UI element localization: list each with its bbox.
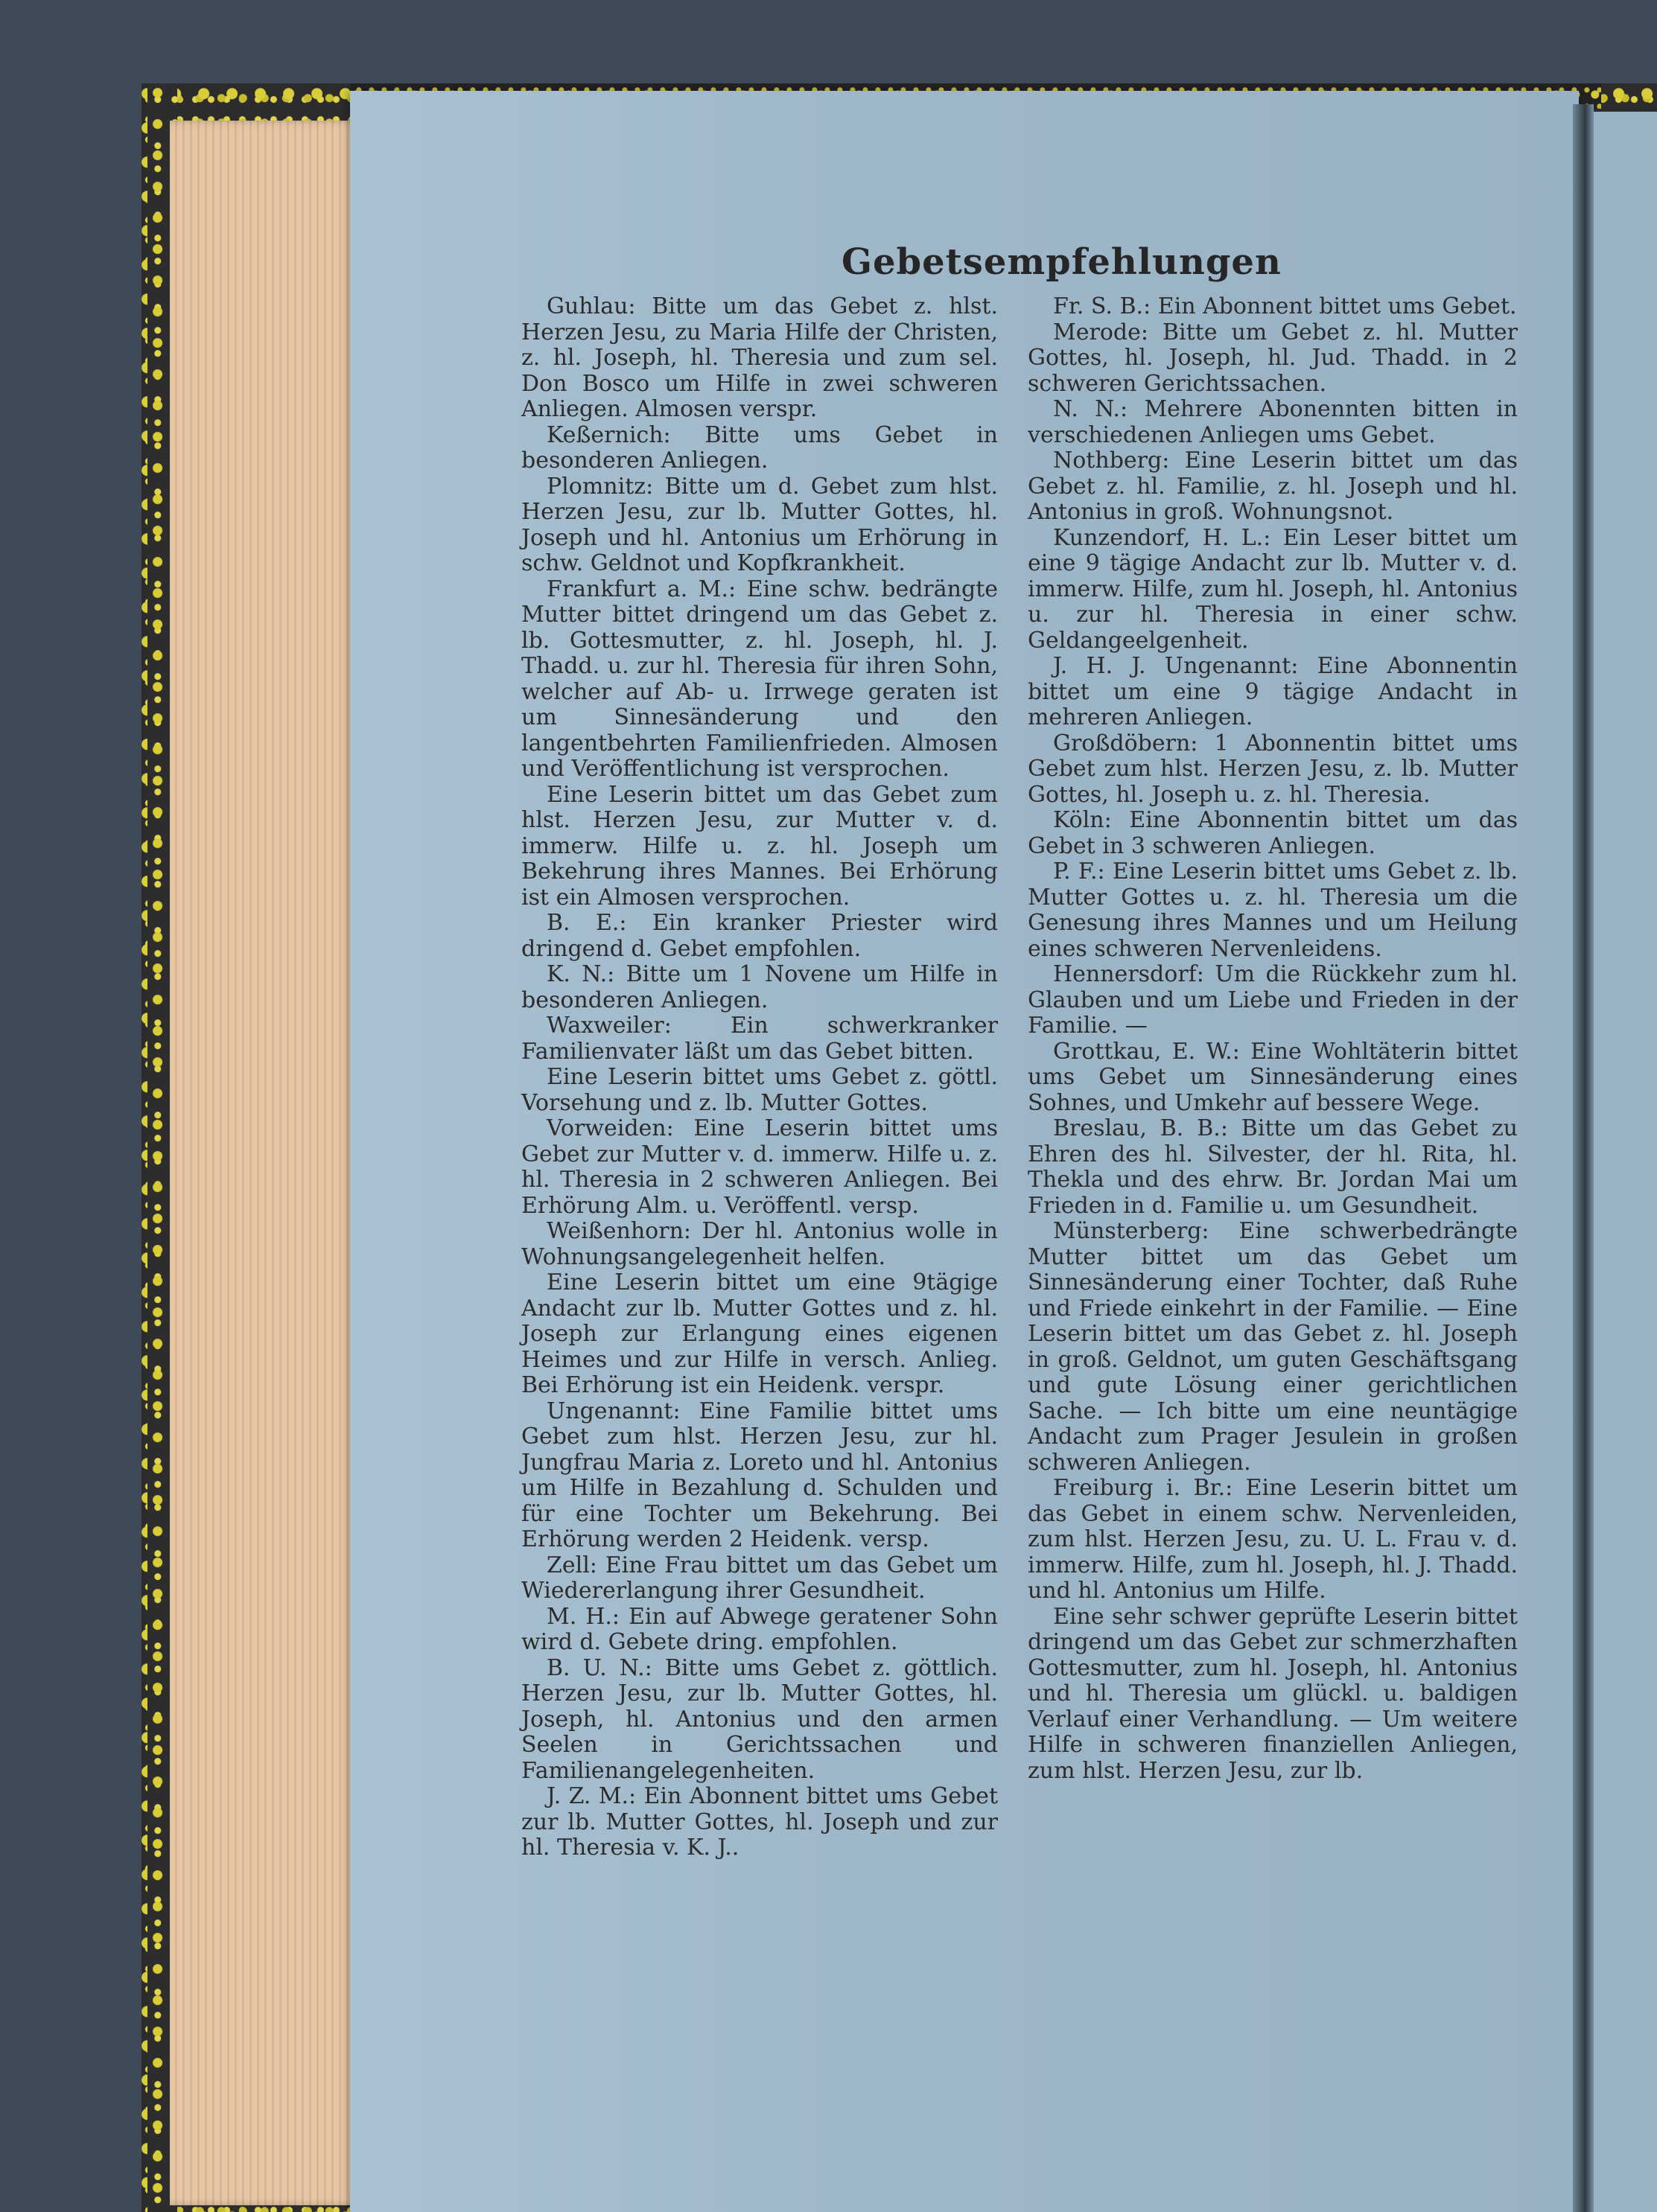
prayer-request-entry: Guhlau: Bitte um das Gebet z. hlst. Herzen Jesu, zu Maria Hilfe der Christen, z. hl. Joseph, hl. Theresia und zum sel. Don Bosco um Hilfe in zwei schweren Anliegen. Almosen verspr. xyxy=(521,293,998,422)
prayer-request-entry: M. H.: Ein auf Abwege geratener Sohn wird d. Gebete dring. empfohlen. xyxy=(521,1603,998,1655)
prayer-request-entry: J. Z. M.: Ein Abonnent bittet ums Gebet zur lb. Mutter Gottes, hl. Joseph und zur hl. Theresia v. K. J.. xyxy=(521,1783,998,1861)
prayer-request-entry: B. U. N.: Bitte ums Gebet z. göttlich. Herzen Jesu, zur lb. Mutter Gottes, hl. Joseph, hl. Antonius und den armen Seelen in Gerichtssachen und Familienangelegenheiten. xyxy=(521,1654,998,1784)
prayer-request-entry: Eine sehr schwer geprüfte Leserin bittet dringend um das Gebet zur schmerzhaften Gottesmutter, zum hl. Joseph, hl. Antonius und hl. Theresia um glückl. u. baldigen Verlauf einer Verhandlung. — Um weitere Hilfe in schweren finanziellen Anliegen, zum hlst. Herzen Jesu, zur lb. xyxy=(1028,1603,1518,1784)
prayer-request-entry: N. N.: Mehrere Abonennten bitten in verschiedenen Anliegen ums Gebet. xyxy=(1028,396,1518,448)
prayer-request-entry: Vorweiden: Eine Leserin bittet ums Gebet zur Mutter v. d. immerw. Hilfe u. z. hl. Theresia in 2 schweren Anliegen. Bei Erhörung Alm. u. Veröffentl. versp. xyxy=(521,1115,998,1219)
right-column xyxy=(1028,294,1518,1784)
prayer-request-entry: Hennersdorf: Um die Rückkehr zum hl. Glauben und um Liebe und Frieden in der Familie. — xyxy=(1028,961,1518,1039)
prayer-request-entry: Zell: Eine Frau bittet um das Gebet um Wiedererlangung ihrer Gesundheit. xyxy=(521,1552,998,1604)
prayer-request-entry: Frankfurt a. M.: Eine schw. bedrängte Mutter bittet dringend um das Gebet z. lb. Gottesmutter, z. hl. Joseph, hl. J. Thadd. u. zur hl. Theresia für ihren Sohn, welcher auf Ab- u. Irrwege geraten ist um Sinnesänderung und den langentbehrten Familienfrieden. Almosen und Veröffentlichung ist versprochen. xyxy=(521,576,998,782)
prayer-request-entry: Münsterberg: Eine schwerbedrängte Mutter bittet um das Gebet um Sinnesänderung einer Tochter, daß Ruhe und Friede einkehrt in der Familie. — Eine Leserin bittet um das Gebet z. hl. Joseph in groß. Geldnot, um guten Geschäftsgang und gute Lösung einer gerichtlichen Sache. — Ich bitte um eine neuntägige Andacht zum Prager Jesulein in großen schweren Anliegen. xyxy=(1028,1218,1518,1476)
prayer-request-entry: Eine Leserin bittet um eine 9tägige Andacht zur lb. Mutter Gottes und z. hl. Joseph zur Erlangung eines eigenen Heimes und zur Hilfe in versch. Anlieg. Bei Erhörung ist ein Heidenk. verspr. xyxy=(521,1269,998,1398)
prayer-request-entry: Kunzendorf, H. L.: Ein Leser bittet um eine 9 tägige Andacht zur lb. Mutter v. d. immerw. Hilfe, zum hl. Joseph, hl. Antonius u. zur hl. Theresia in einer schw. Geldangeelgenheit. xyxy=(1028,524,1518,654)
prayer-request-entry: Merode: Bitte um Gebet z. hl. Mutter Gottes, hl. Joseph, hl. Jud. Thadd. in 2 schweren Gerichtssachen. xyxy=(1028,319,1518,397)
prayer-request-entry: Ungenannt: Eine Familie bittet ums Gebet zum hlst. Herzen Jesu, zur hl. Jungfrau Maria z. Loreto und hl. Antonius um Hilfe in Bezahlung d. Schulden und für eine Tochter um Bekehrung. Bei Erhörung werden 2 Heidenk. versp. xyxy=(521,1397,998,1552)
prayer-request-entry: Fr. S. B.: Ein Abonnent bittet ums Gebet. xyxy=(1053,293,1517,319)
page-edges xyxy=(170,121,362,2205)
prayer-request-entry: Weißenhorn: Der hl. Antonius wolle in Wohnungsangelegenheit helfen. xyxy=(521,1218,998,1270)
prayer-request-entry: Nothberg: Eine Leserin bittet um das Gebet z. hl. Familie, z. hl. Joseph und hl. Antonius in groß. Wohnungsnot. xyxy=(1028,447,1518,525)
facing-page-edge xyxy=(1594,112,1657,2212)
prayer-request-entry: K. N.: Bitte um 1 Novene um Hilfe in besonderen Anliegen. xyxy=(521,961,998,1013)
prayer-request-entry: Grottkau, E. W.: Eine Wohltäterin bittet ums Gebet um Sinnesänderung eines Sohnes, und Umkehr auf bessere Wege. xyxy=(1028,1038,1518,1116)
prayer-request-entry: Großdöbern: 1 Abonnentin bittet ums Gebet zum hlst. Herzen Jesu, z. lb. Mutter Gottes, hl. Joseph u. z. hl. Theresia. xyxy=(1028,730,1518,808)
prayer-request-entry: Keßernich: Bitte ums Gebet in besonderen Anliegen. xyxy=(521,421,998,474)
prayer-request-entry: B. E.: Ein kranker Priester wird dringend d. Gebet empfohlen. xyxy=(521,910,998,962)
page-gutter xyxy=(1573,104,1594,2212)
prayer-request-entry: Freiburg i. Br.: Eine Leserin bittet um das Gebet in einem schw. Nervenleiden, zum hlst. Herzen Jesu, zu. U. L. Frau v. d. immerw. Hilfe, zum hl. Joseph, hl. J. Thadd. und hl. Antonius um Hilfe. xyxy=(1028,1475,1518,1604)
prayer-request-entry: P. F.: Eine Leserin bittet ums Gebet z. lb. Mutter Gottes u. z. hl. Theresia um die Genesung ihres Mannes und um Heilung eines schweren Nervenleidens. xyxy=(1028,858,1518,962)
prayer-request-entry: Eine Leserin bittet ums Gebet z. göttl. Vorsehung und z. lb. Mutter Gottes. xyxy=(521,1064,998,1116)
left-column xyxy=(521,294,998,1861)
prayer-request-entry: Breslau, B. B.: Bitte um das Gebet zu Ehren des hl. Silvester, der hl. Rita, hl. Thekla und des ehrw. Br. Jordan Mai um Frieden in d. Familie u. um Gesundheit. xyxy=(1028,1115,1518,1219)
prayer-request-entry: Waxweiler: Ein schwerkranker Familienvater läßt um das Gebet bitten. xyxy=(521,1013,998,1065)
prayer-request-entry: Eine Leserin bittet um das Gebet zum hlst. Herzen Jesu, zur Mutter v. d. immerw. Hilfe u. z. hl. Joseph um Bekehrung ihres Mannes. Bei Erhörung ist ein Almosen versprochen. xyxy=(521,781,998,911)
prayer-request-entry: Köln: Eine Abonnentin bittet um das Gebet in 3 schweren Anliegen. xyxy=(1028,807,1518,859)
page-title: Gebetsempfehlungen xyxy=(842,241,1282,283)
prayer-request-entry: Plomnitz: Bitte um d. Gebet zum hlst. Herzen Jesu, zur lb. Mutter Gottes, hl. Joseph und hl. Antonius um Erhörung in schw. Geldnot und Kopfkrankheit. xyxy=(521,473,998,576)
prayer-request-entry: J. H. J. Ungenannt: Eine Abonnentin bittet um eine 9 tägige Andacht in mehreren Anliegen. xyxy=(1028,653,1518,730)
